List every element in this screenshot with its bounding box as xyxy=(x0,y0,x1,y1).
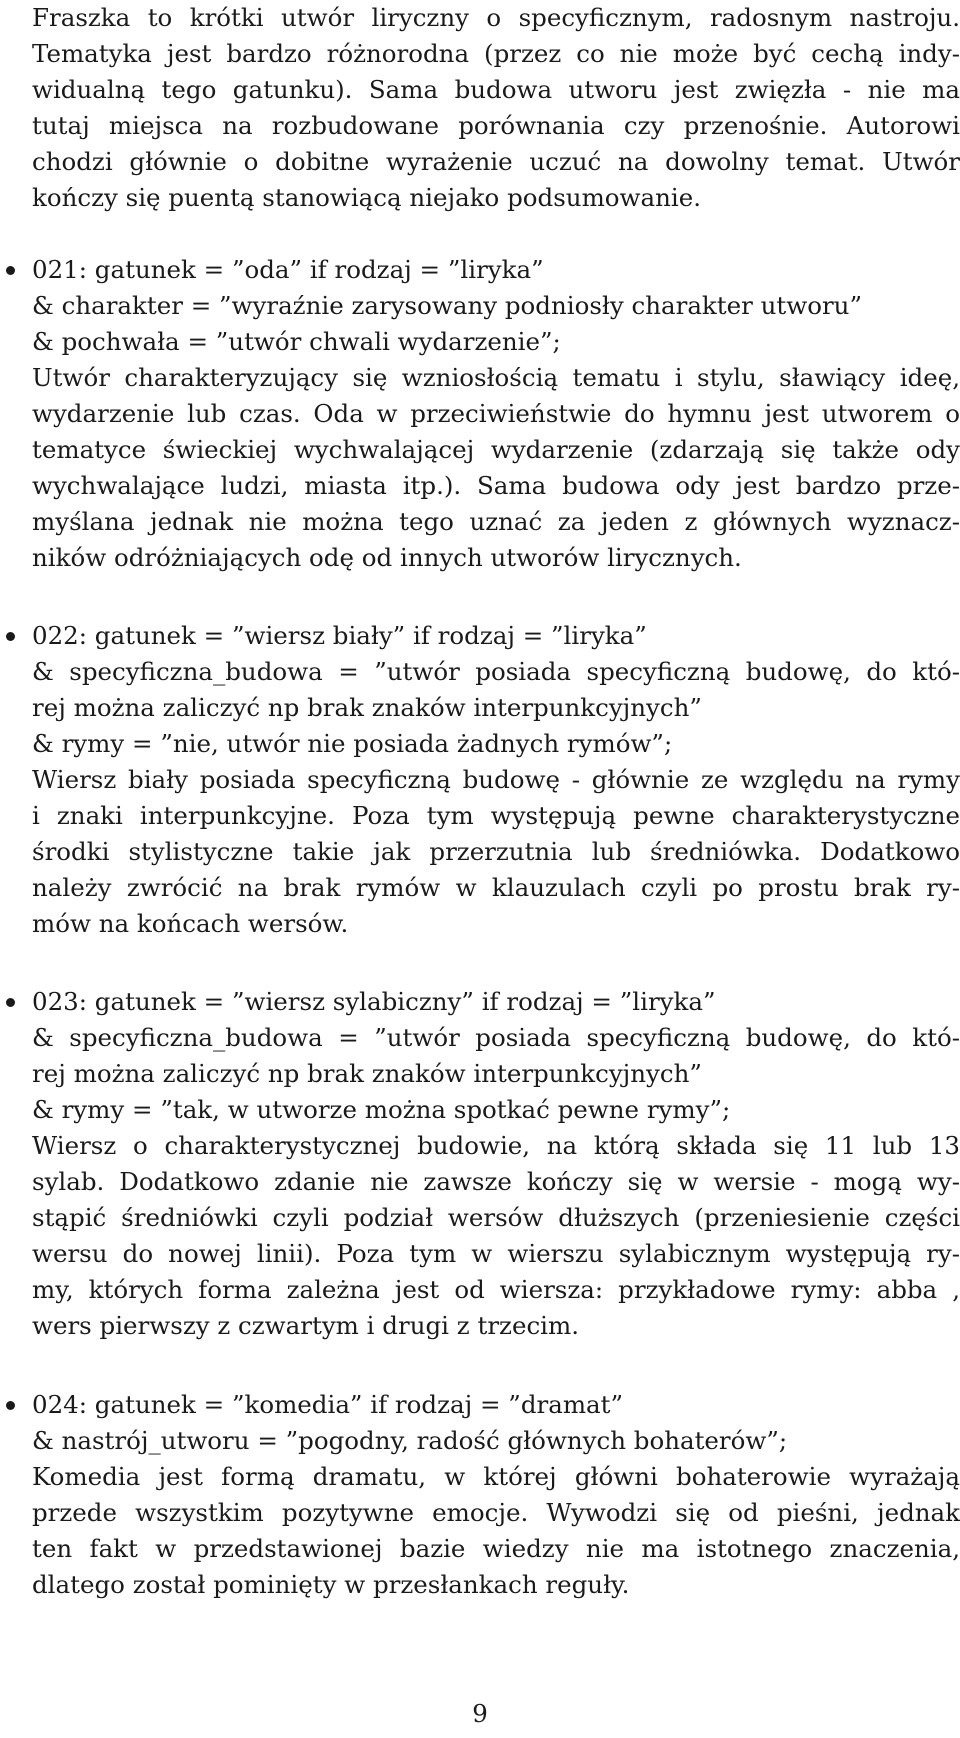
text-line: myślana jednak nie można tego uznać za jeden z głównych wyznacz- xyxy=(32,507,960,536)
bullet-icon xyxy=(6,632,15,641)
rule-condition: rej można zaliczyć np brak znaków interpunkcyjnych” xyxy=(32,1059,702,1088)
text-line: wychwalające ludzi, miasta itp.). Sama budowa ody jest bardzo prze- xyxy=(32,471,960,500)
text-line: stąpić średniówki czyli podział wersów dłuższych (przeniesienie części xyxy=(32,1203,960,1232)
text-line: widualną tego gatunku). Sama budowa utworu jest zwięzła - nie ma xyxy=(32,75,960,104)
rule-item-023 xyxy=(32,984,960,1344)
text-line: wers pierwszy z czwartym i drugi z trzecim. xyxy=(32,1311,580,1340)
rule-head: 023: gatunek = ”wiersz sylabiczny” if rodzaj = ”liryka” xyxy=(32,987,716,1016)
text-line: Tematyka jest bardzo różnorodna (przez co nie może być cechą indy- xyxy=(32,39,960,68)
text-line: tematyce świeckiej wychwalającej wydarzenie (zdarzają się także ody xyxy=(32,435,960,464)
rule-condition: rej można zaliczyć np brak znaków interpunkcyjnych” xyxy=(32,693,702,722)
text-line: i znaki interpunkcyjne. Poza tym występują pewne charakterystyczne xyxy=(32,801,960,830)
text-line: ten fakt w przedstawionej bazie wiedzy nie ma istotnego znaczenia, xyxy=(32,1534,960,1563)
rule-condition: & specyficzna_budowa = ”utwór posiada specyficzną budowę, do któ- xyxy=(32,1023,960,1052)
page-number: 9 xyxy=(472,1699,488,1728)
text-line: kończy się puentą stanowiącą niejako podsumowanie. xyxy=(32,183,702,212)
rule-item-022 xyxy=(32,618,960,942)
intro-paragraph xyxy=(32,0,960,216)
text-line: tutaj miejsca na rozbudowane porównania czy przenośnie. Autorowi xyxy=(32,111,960,140)
rule-head: 024: gatunek = ”komedia” if rodzaj = ”dramat” xyxy=(32,1390,624,1419)
rule-head: 021: gatunek = ”oda” if rodzaj = ”liryka” xyxy=(32,255,544,284)
rule-condition: & rymy = ”nie, utwór nie posiada żadnych rymów”; xyxy=(32,729,673,758)
text-line: należy zwrócić na brak rymów w klauzulach czyli po prostu brak ry- xyxy=(32,873,960,902)
rule-condition: & charakter = ”wyraźnie zarysowany podniosły charakter utworu” xyxy=(32,291,862,320)
text-line: sylab. Dodatkowo zdanie nie zawsze kończy się w wersie - mogą wy- xyxy=(32,1167,960,1196)
text-line: ników odróżniających odę od innych utworów lirycznych. xyxy=(32,543,742,572)
rule-head: 022: gatunek = ”wiersz biały” if rodzaj = ”liryka” xyxy=(32,621,647,650)
rule-item-021 xyxy=(32,252,960,576)
rule-condition: & rymy = ”tak, w utworze można spotkać pewne rymy”; xyxy=(32,1095,731,1124)
text-line: wydarzenie lub czas. Oda w przeciwieństwie do hymnu jest utworem o xyxy=(32,399,960,428)
text-line: mów na końcach wersów. xyxy=(32,909,349,938)
text-line: przede wszystkim pozytywne emocje. Wywodzi się od pieśni, jednak xyxy=(32,1498,960,1527)
bullet-icon xyxy=(6,266,15,275)
rule-condition: & specyficzna_budowa = ”utwór posiada specyficzną budowę, do któ- xyxy=(32,657,960,686)
text-line: my, których forma zależna jest od wiersza: przykładowe rymy: abba , xyxy=(32,1275,960,1304)
text-line: Wiersz o charakterystycznej budowie, na którą składa się 11 lub 13 xyxy=(32,1131,960,1160)
bullet-icon xyxy=(6,998,15,1007)
text-line: dlatego został pominięty w przesłankach reguły. xyxy=(32,1570,630,1599)
bullet-icon xyxy=(6,1401,15,1410)
text-line: środki stylistyczne takie jak przerzutnia lub średniówka. Dodatkowo xyxy=(32,837,960,866)
rule-condition: & pochwała = ”utwór chwali wydarzenie”; xyxy=(32,327,561,356)
text-line: Komedia jest formą dramatu, w której główni bohaterowie wyrażają xyxy=(32,1462,960,1491)
text-line: Wiersz biały posiada specyficzną budowę - głównie ze względu na rymy xyxy=(32,765,960,794)
text-line: chodzi głównie o dobitne wyrażenie uczuć na dowolny temat. Utwór xyxy=(32,147,960,176)
rule-condition: & nastrój_utworu = ”pogodny, radość głównych bohaterów”; xyxy=(32,1426,788,1455)
text-line: Utwór charakteryzujący się wzniosłością tematu i stylu, sławiący ideę, xyxy=(32,363,960,392)
text-line: Fraszka to krótki utwór liryczny o specyficznym, radosnym nastroju. xyxy=(32,3,960,32)
text-line: wersu do nowej linii). Poza tym w wierszu sylabicznym występują ry- xyxy=(32,1239,960,1268)
rule-item-024 xyxy=(32,1387,960,1603)
